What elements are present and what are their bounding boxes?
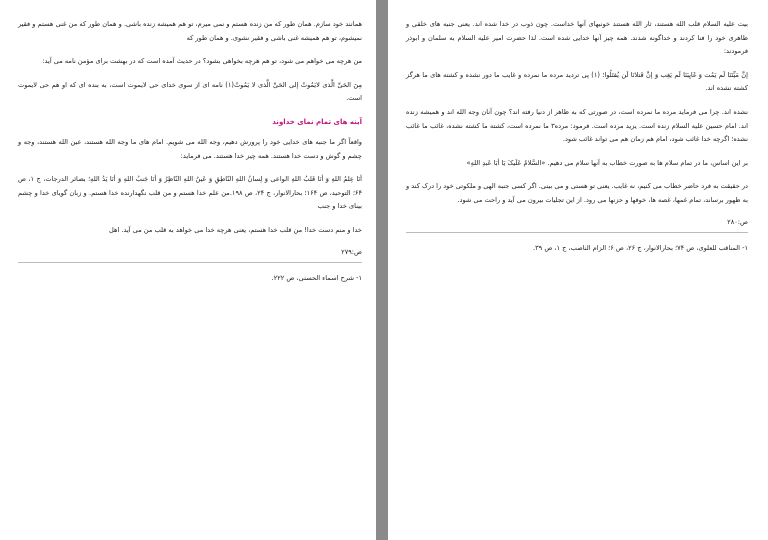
paragraph: خدا و منم دست خدا! من قلب خدا هستم، یعنی هرچه خدا می خواهد به قلب من می آید. اهل [109, 225, 362, 234]
footnote-divider [406, 232, 748, 233]
paragraph: إنَّ مَیِّتَنَا لَم یَمُت وَ غَایِبَنَا لَم یَغِب وَ إنَّ قَتلانَا لَن یُقتَلُوا؛ (١) پی تردید مرده ما نمرده و غایب ما دور نشده و کشته های ما هرگز کشته نشده اند. [406, 70, 748, 93]
paragraph: نشده اند. چرا می فرماید مرده ما نمرده است، در صورتی که به ظاهر از دنیا رفته اند؟ چون آنان وجه الله اند و همیشه زنده اند. امام حسین علیه السلام زنده است. یزید مرده است. فرمود: مرده٣ ما نمرده است، کشته ما کشته نشده، غائب ما غائب نشده؛ اگرچه خدا غائب شود، امام هم زمان هم می تواند غائب شود. [406, 107, 748, 144]
paragraph: واقعاً اگر ما جنبه های خدایی خود را پرورش دهیم، وجه الله می شویم. امام های ما وجه الله هستند، عین الله هستند، وجه و چشم و گوش و دست خدا هستند. همه چیز خدا هستند. می فرماید: [18, 137, 362, 160]
paragraph: در حقیقت به فرد حاضر خطاب می کنیم، نه غایب. یعنی تو هستی و می بینی. اگر کسی جنبه الهی و ملکوتی خود را درک کند و به ظهور برساند، تمام غمها، غصه ها، خوفها و حزنها می رود. از این تجلیات بیرون می آید و راحت می شود. [406, 182, 748, 204]
paragraph: مِنَ الحَیِّ الَّذی لایَمُوتُ إلی الحَیِّ الَّذی لا یَمُوتُ(١) نامه ای از سوی خدای حی لایموت است، به بنده ای که او هم حی لایموت است. [18, 80, 362, 103]
paragraph: من هرچه می خواهم می شود، تو هم هرچه بخواهی بشود؟ در حدیث آمده است که در بهشت برای مؤمن نامه می آید: [42, 57, 362, 66]
paragraph: همانند خود سازم. همان طور که من زنده هستم و نمی میرم، تو هم همیشه زنده باشی. و همان طور که من غنی هستم و فقیر نمیشوم، تو هم همیشه غنی باشی و فقیر نشوی. و همان طور که [18, 20, 362, 42]
paragraph: بیت علیه السلام قلب الله هستند، ثار الله هستند خونبهای آنها خداست. چون ذوب در خدا شده اند. یعنی جنبه های خلقی و ظاهری خود را فنا کردند و خداگونه شدند. همه چیز آنها خدایی شده است. لذا حضرت امیر علیه السلام به سلمان و ابوذر فرمودند: [406, 20, 748, 56]
page-number: ص:٢٧٩ [341, 247, 362, 256]
right-page [388, 0, 768, 540]
footnote: ١- شرح اسماء الحسنی، ص ٢٢٢. [271, 273, 362, 282]
left-page [0, 0, 376, 540]
footnote: ١- المناقب للعلوی، ص ٧۴؛ بحارالانوار، ج ٢۶، ص ۶؛ الزام الناصب، ج ١، ص ٣٩. [533, 243, 748, 252]
footnote-divider [18, 262, 362, 263]
section-heading: آینه های تمام نمای خداوند [272, 117, 362, 126]
paragraph: بر این اساس، ما در تمام سلام ها به صورت خطاب به آنها سلام می دهیم. «السَّلامُ عَلَیکَ یَا أبَا عَبدِ اللهِ» [466, 158, 748, 167]
paragraph: أنَا عِلمُ اللهِ وَ أنَا قَلبُ اللهِ الواعی وَ لِسانُ اللهِ النّاطِقِ وَ عَینُ اللهِ النّاظِرُ وَ أنَا جَنبُ اللهِ وَ أنَا یَدُ اللهِ؛ بصائر الدرجات، ج ١، ص ۶۴؛ التوحید، ص ١۶۴؛ بحارالانوار، ج ٢۴، ص ١٩٨.من علم خدا هستم و من قلب نگهدارنده خدا هستم. و زبان گویای خدا و چشم بینای خدا و جنب [18, 175, 363, 211]
page-number: ص:٢٨٠ [727, 217, 748, 226]
